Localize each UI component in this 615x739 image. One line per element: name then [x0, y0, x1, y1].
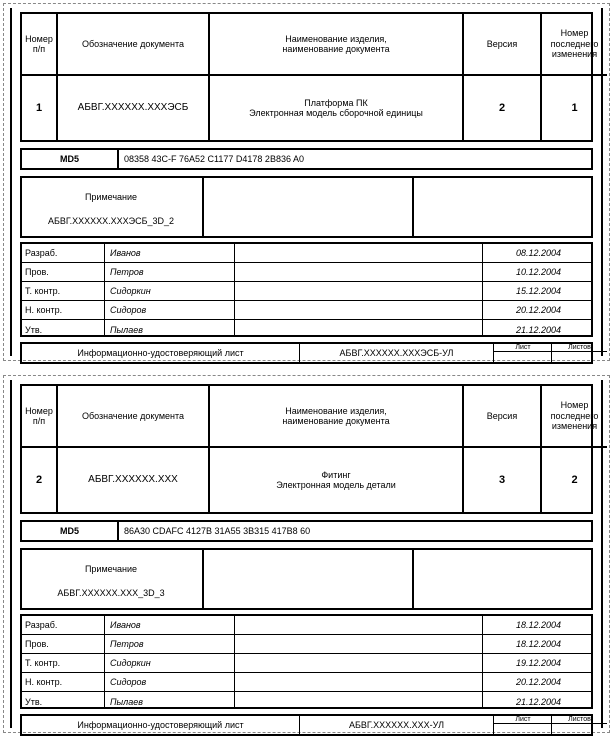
- header-last-change: Номер последнего изменения: [550, 28, 599, 60]
- signature-date: 20.12.2004: [515, 677, 561, 687]
- footer-doc-code: АБВГ.XXXXXX.XXX-УЛ: [300, 716, 494, 734]
- signature-name: Иванов: [110, 620, 141, 630]
- signature-row: [22, 320, 591, 339]
- signature-role: Н. контр.: [25, 305, 63, 315]
- header-version: Версия: [464, 386, 542, 446]
- sheet-frame: [10, 380, 603, 728]
- row-name: Фитинг Электронная модель детали: [210, 446, 464, 512]
- signature-name: Иванов: [110, 248, 141, 258]
- header-num: Номер п/п: [22, 386, 58, 446]
- signature-name: Пылаев: [110, 696, 143, 707]
- row-version: 3: [464, 446, 542, 512]
- footer-sheets-label: Листов: [552, 344, 607, 352]
- sheet-2: [3, 375, 610, 733]
- signature-date: 21.12.2004: [515, 696, 561, 707]
- footer-sheet-label: Лист: [494, 344, 552, 352]
- notes-label: Примечание: [84, 564, 138, 574]
- notes-cell: [22, 550, 204, 608]
- notes-label: Примечание: [84, 192, 138, 202]
- signature-date: 18.12.2004: [515, 639, 561, 649]
- md5-row: [20, 520, 593, 542]
- footer-block: [20, 714, 593, 736]
- notes-file: АБВГ.XXXXXX.XXX_3D_3: [57, 588, 165, 598]
- signature-block: [20, 614, 593, 709]
- row-version: 2: [464, 74, 542, 140]
- signature-role: Пров.: [25, 267, 49, 277]
- footer-sheet-label: Лист: [494, 716, 552, 724]
- header-name: Наименование изделия, наименование документа: [210, 14, 464, 74]
- signature-row: [22, 263, 591, 282]
- signature-name: Петров: [110, 267, 144, 277]
- notes-block: [20, 176, 593, 238]
- signature-date: 10.12.2004: [515, 267, 561, 277]
- signature-row: [22, 616, 591, 635]
- signature-name: Пылаев: [110, 324, 143, 335]
- signature-role: Н. контр.: [25, 677, 63, 687]
- signature-role: Утв.: [25, 696, 43, 707]
- signature-row: [22, 673, 591, 692]
- row-num: 2: [22, 446, 58, 512]
- signature-row: [22, 692, 591, 711]
- md5-label: MD5: [22, 150, 119, 168]
- signature-row: [22, 282, 591, 301]
- md5-row: [20, 148, 593, 170]
- header-num: Номер п/п: [22, 14, 58, 74]
- notes-file: АБВГ.XXXXXX.XXXЭСБ_3D_2: [47, 216, 175, 226]
- signature-date: 18.12.2004: [515, 620, 561, 630]
- signature-role: Разраб.: [25, 248, 58, 258]
- signature-date: 20.12.2004: [515, 305, 561, 315]
- header-name: Наименование изделия, наименование документа: [210, 386, 464, 446]
- notes-empty-cell: [204, 550, 414, 608]
- signature-date: 15.12.2004: [515, 286, 561, 296]
- signature-role: Т. контр.: [25, 286, 61, 296]
- signature-name: Сидоров: [110, 305, 147, 315]
- notes-empty-cell: [204, 178, 414, 236]
- signature-date: 21.12.2004: [515, 324, 561, 335]
- row-num: 1: [22, 74, 58, 140]
- signature-row: [22, 635, 591, 654]
- footer-block: [20, 342, 593, 364]
- doc-header-table: [20, 384, 599, 514]
- signature-name: Сидоров: [110, 677, 147, 687]
- sheet-frame: [10, 8, 603, 356]
- signature-role: Пров.: [25, 639, 49, 649]
- signature-role: Т. контр.: [25, 658, 61, 668]
- signature-role: Разраб.: [25, 620, 58, 630]
- header-last-change: Номер последнего изменения: [550, 400, 599, 432]
- signature-name: Сидоркин: [110, 286, 151, 296]
- signature-date: 08.12.2004: [515, 248, 561, 258]
- row-designation: АБВГ.XXXXXX.XXXЭСБ: [58, 74, 210, 140]
- signature-row: [22, 301, 591, 320]
- footer-sheet-type: Информационно-удостоверяющий лист: [22, 344, 300, 362]
- doc-header-table: [20, 12, 599, 142]
- signature-block: [20, 242, 593, 337]
- row-last-change: 2: [542, 446, 607, 512]
- md5-label: MD5: [22, 522, 119, 540]
- footer-sheet-type: Информационно-удостоверяющий лист: [22, 716, 300, 734]
- footer-doc-code: АБВГ.XXXXXX.XXXЭСБ-УЛ: [300, 344, 494, 362]
- row-designation: АБВГ.XXXXXX.XXX: [58, 446, 210, 512]
- md5-value: 08358 43C-F 76A52 C1177 D4178 2B836 A0: [124, 154, 304, 164]
- row-last-change: 1: [542, 74, 607, 140]
- signature-name: Сидоркин: [110, 658, 151, 668]
- header-designation: Обозначение документа: [58, 386, 210, 446]
- header-version: Версия: [464, 14, 542, 74]
- signature-row: [22, 654, 591, 673]
- md5-value: 86A30 CDAFC 4127B 31A55 3B315 417B8 60: [124, 526, 311, 536]
- signature-row: [22, 244, 591, 263]
- signature-date: 19.12.2004: [515, 658, 561, 668]
- footer-sheets-label: Листов: [552, 716, 607, 724]
- notes-cell: [22, 178, 204, 236]
- row-name: Платформа ПК Электронная модель сборочной единицы: [210, 74, 464, 140]
- signature-name: Петров: [110, 639, 144, 649]
- notes-block: [20, 548, 593, 610]
- sheet-1: [3, 3, 610, 361]
- header-designation: Обозначение документа: [58, 14, 210, 74]
- signature-role: Утв.: [25, 324, 43, 335]
